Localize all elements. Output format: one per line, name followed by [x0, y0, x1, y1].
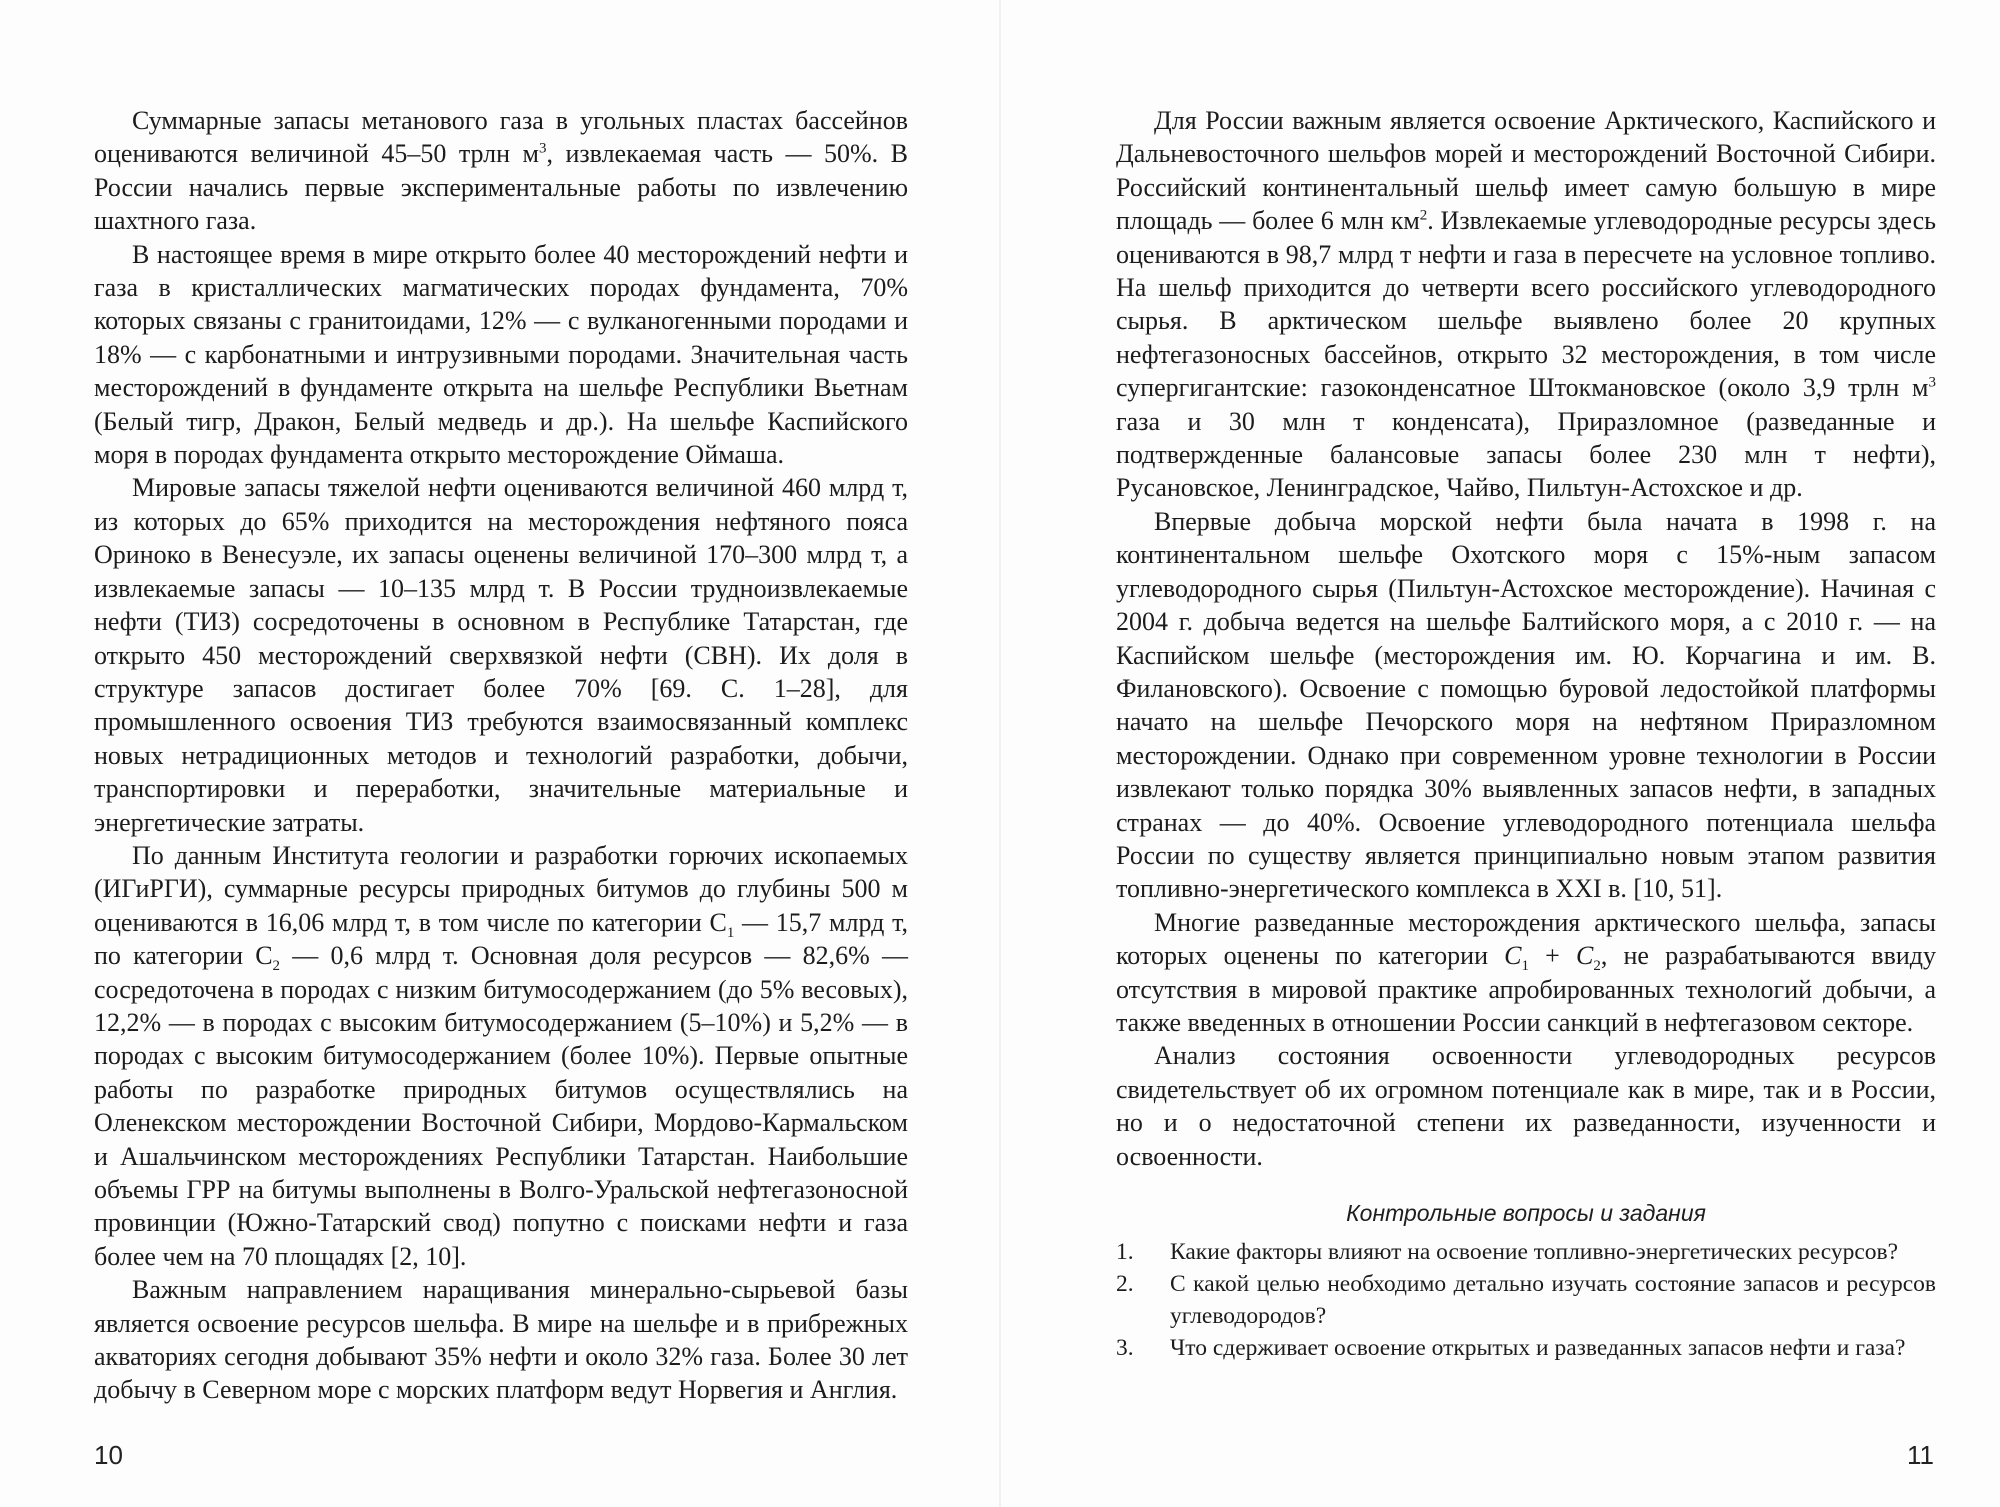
page-number: 10	[94, 1440, 123, 1470]
paragraph: Суммарные запасы метанового газа в угольных пластах бассейнов оцениваются величиной 45–50 трлн $м^3$, извлекаемая часть — 50%. В России начались первые экспериментальные работы по извлечению шахтного газа.	[94, 106, 908, 236]
paragraph: В настоящее время в мире открыто более 40 месторождений нефти и газа в кристаллических магматических породах фундамента, 70% которых связаны с гранитоидами, 12% — с вулканогенными породами и 18% — с карбонатными и интрузивными породами. Значительная часть месторождений в фундаменте открыта на шельфе Республики Вьетнам (Белый тигр, Дракон, Белый медведь и др.). На шельфе Каспийского моря в породах фундамента открыто месторождение Оймаша.	[94, 239, 908, 470]
list-item	[1116, 1236, 1936, 1268]
paragraph: Впервые добыча морской нефти была начата в 1998 г. на континентальном шельфе Охотского моря с 15%-ным запасом углеводородного сырья (Пильтун-Астохское месторождение). Начиная с 2004 г. добыча ведется на шельфе Балтийского моря, а с 2010 г. — на Каспийском шельфе (месторождения им. Ю. Корчагина и им. В. Филановского). Освоение с помощью буровой ледостойкой платформы начато на шельфе Печорского моря на нефтяном Приразломном месторождении. Однако при современном уровне технологии в России извлекают только порядка 30% выявленных запасов нефти, в западных странах — до 40%. Освоение углеводородного потенциала шельфа России по существу является принципиально новым этапом развития топливно-энергетического комплекса в XXI в. [10, 51].	[1116, 506, 1936, 904]
italic-symbol: C	[1504, 941, 1522, 971]
paragraph: Мировые запасы тяжелой нефти оцениваются величиной 460 млрд т, из которых до 65% приходится на месторождения нефтяного пояса Ориноко в Венесуэле, их запасы оценены величиной 170–300 млрд т, а извлекаемые запасы — 10–135 млрд т. В России трудноизвлекаемые нефти (ТИЗ) сосредоточены в основном в Республике Татарстан, где открыто 450 месторождений сверхвязкой нефти (СВН). Их доля в структуре запасов достигает более 70% [69. С. 1–28], для промышленного освоения ТИЗ требуются взаимосвязанный комплекс новых нетрадиционных методов и технологий разработки, добычи, транспортировки и переработки, значительные материальные и энергетические затраты.	[94, 473, 908, 837]
question-number: 1.	[1116, 1239, 1134, 1266]
questions-list	[1116, 1236, 1936, 1364]
question-number: 3.	[1116, 1335, 1134, 1362]
subscript: 2	[272, 958, 281, 975]
question-text: С какой целью необходимо детально изучать состояние запасов и ресурсов углеводородов?	[1170, 1271, 1936, 1330]
question-number: 2.	[1116, 1271, 1134, 1298]
list-item	[1116, 1268, 1936, 1332]
page-number: 11	[1907, 1440, 1934, 1470]
italic-symbol: C	[1576, 941, 1594, 971]
paragraph: Многие разведанные месторождения арктического шельфа, запасы которых оценены по категории $C_1 + C_2$, не разрабатываются ввиду отсутствия в мировой практике апробированных технологий добычи, а также введенных в отношении России санкций в нефтегазовом секторе.	[1116, 907, 1937, 1037]
left-text-column	[94, 104, 908, 1407]
right-text-column	[1116, 104, 1936, 1364]
paragraph: Анализ состояния освоенности углеводородных ресурсов свидетельствует об их огромном потенциале как в мире, так и в России, но и о недостаточной степени их разведанности, изученности и освоенности.	[1116, 1041, 1936, 1171]
subscript: 2	[1593, 958, 1601, 975]
question-text: Какие факторы влияют на освоение топливно-энергетических ресурсов?	[1170, 1239, 1899, 1266]
paragraph: По данным Института геологии и разработки горючих ископаемых (ИГиРГИ), суммарные ресурсы природных битумов до глубины 500 м оцениваются в 16,06 млрд т, в том числе по категории $C_1$ — 15,7 млрд т, по категории $C_2$ — 0,6 млрд т. Основная доля ресурсов — 82,6% — сосредоточена в породах с низким битумосодержанием (до 5% весовых), 12,2% — в породах с высоким битумосодержанием (5–10%) и 5,2% — в породах с высоким битумосодержанием (более 10%). Первые опытные работы по разработке природных битумов осуществлялись на Оленекском месторождении Восточной Сибири, Мордово-Кармальском и Ашальчинском месторождениях Республики Татарстан. Наибольшие объемы ГРР на битумы выполнены в Волго-Уральской нефтегазоносной провинции (Южно-Татарский свод) попутно с поисками нефти и газа более чем на 70 площадях [2, 10].	[94, 840, 909, 1271]
right-page	[1000, 0, 2000, 1507]
list-item	[1116, 1332, 1936, 1364]
supscript: 2	[1419, 207, 1428, 224]
paragraph: Важным направлением наращивания минерально-сырьевой базы является освоение ресурсов шельфа. В мире на шельфе и в прибрежных акваториях сегодня добывают 35% нефти и около 32% газа. Более 30 лет добычу в Северном море с морских платформ ведут Норвегия и Англия.	[94, 1275, 908, 1405]
question-text: Что сдерживает освоение открытых и разведанных запасов нефти и газа?	[1170, 1335, 1906, 1362]
questions-heading: Контрольные вопросы и задания	[1346, 1200, 1706, 1226]
paragraph: Для России важным является освоение Арктического, Каспийского и Дальневосточного шельфов морей и месторождений Восточной Сибири. Российский континентальный шельф имеет самую большую в мире площадь — более 6 млн $км^2$. Извлекаемые углеводородные ресурсы здесь оцениваются в 98,7 млрд т нефти и газа в пересчете на условное топливо. На шельф приходится до четверти всего российского углеводородного сырья. В арктическом шельфе выявлено более 20 крупных нефтегазоносных бассейнов, открыто 32 месторождения, в том числе супергигантские: газоконденсатное Штокмановское (около 3,9 трлн $м^3$ газа и 30 млн т конденсата), Приразломное (разведанные и подтвержденные балансовые запасы более 230 млн т нефти), Русановское, Ленинградское, Чайво, Пильтун-Астохское и др.	[1116, 106, 1937, 503]
supscript: 3	[1928, 374, 1936, 391]
supscript: 3	[538, 140, 547, 157]
subscript: 1	[726, 924, 735, 941]
subscript: 1	[1521, 958, 1530, 975]
